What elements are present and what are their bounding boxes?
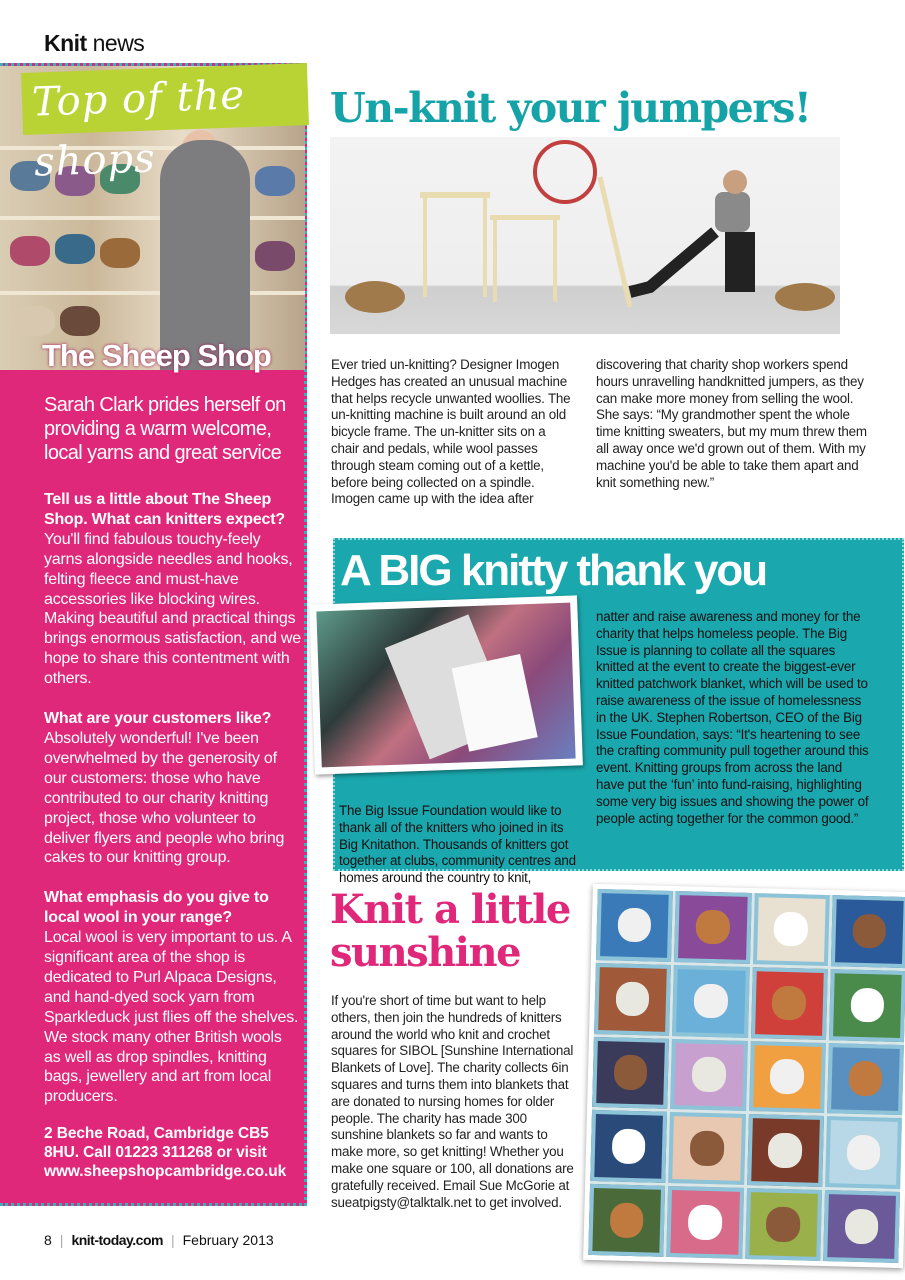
owl-square: [590, 1110, 667, 1183]
question: What emphasis do you give to local wool in your range?: [44, 889, 269, 927]
qa-item: [44, 888, 302, 1107]
qa-item: [44, 709, 302, 868]
page-number: 8: [44, 1232, 52, 1248]
unknit-column-1: Ever tried un-knitting? Designer Imogen Hedges has created an unusual machine that helps recycle unwanted woollies. The un-knitting machine is built around an old bicycle frame. The un-knitter sits on a chair and pedals, while wool passes through steam coming out of a kettle, before being collected on a spindle. Imogen came up with the idea after: [331, 357, 571, 507]
big-knitty-column-2: natter and raise awareness and money for the charity that helps homeless people. The Big Issue is planning to collate all the squares knitted at the event to create the biggest-ever knitted patchwork blanket, which will be used to raise awareness of the issue of homelessness in the UK. Stephen Robertson, CEO of the Big Issue Foundation, says: “It's heartening to see the crafting community pull together around this event. Knitting groups from across the land have put the ‘fun’ into fund-raising, highlighting some very big issues and showing the power of people acting together for the common good.”: [596, 609, 869, 826]
owl-square: [592, 1037, 669, 1110]
top-of-shops-banner: Top of the shops: [21, 63, 309, 135]
answer: Local wool is very important to us. A significant area of the shop is dedicated to Purl Alpaca Designs, and hand-dyed sock yarn from Sparkleduck just flies off the shelves. We stock many other British wools as well as drop spindles, knitting bags, jewellery and art from local producers.: [44, 929, 299, 1106]
owl-square: [594, 963, 671, 1036]
owl-square: [747, 1114, 824, 1187]
owl-square: [745, 1188, 822, 1261]
owl-square: [827, 1043, 904, 1116]
section-header-bold: Knit: [44, 30, 87, 56]
question: Tell us a little about The Sheep Shop. What can knitters expect?: [44, 491, 285, 528]
owl-square: [749, 1041, 826, 1114]
footer-site: knit-today.com: [71, 1232, 163, 1248]
machine-illustration: [330, 137, 840, 334]
knitathon-photo: [309, 595, 583, 774]
shop-name-title: The Sheep Shop: [42, 338, 271, 373]
sunshine-headline: Knit a little sunshine: [330, 886, 570, 976]
section-header: [44, 30, 144, 57]
owl-square: [672, 965, 749, 1038]
footer-issue: February 2013: [182, 1232, 274, 1248]
sunshine-body: If you're short of time but want to help others, then join the hundreds of knitters around the world who knit and crochet squares for SIBOL [Sunshine International Blankets of Love]. The charity collects 6in squares and turns them into blankets that are donated to nursing homes for older people. The charity has made 300 sunshine blankets so far and wants to make more, so get knitting! Whether you make one square or 100, all donations are gratefully received. Email Sue McGorie at sueatpigsty@talktalk.net to get involved.: [331, 993, 574, 1210]
shop-interview: [44, 490, 302, 1127]
owl-squares-grid: [588, 889, 905, 1263]
owl-square: [751, 967, 828, 1040]
owl-blanket-photo: [583, 884, 905, 1268]
owl-square: [588, 1184, 665, 1257]
unknit-headline: Un-knit your jumpers!: [330, 84, 811, 132]
section-header-rest: news: [86, 30, 145, 56]
owl-square: [596, 889, 673, 962]
big-knitty-column-1: The Big Issue Foundation would like to thank all of the knitters who joined in its Big Knitathon. Thousands of knitters got together at clubs, community centres and homes around the country to knit,: [339, 803, 576, 886]
page-footer: 8 | knit-today.com | February 2013: [44, 1232, 274, 1248]
owl-square: [668, 1112, 745, 1185]
big-knitty-headline: A BIG knitty thank you: [340, 546, 767, 595]
owl-square: [666, 1186, 743, 1259]
question: What are your customers like?: [44, 710, 272, 728]
shop-intro: Sarah Clark prides herself on providing a warm welcome, local yarns and great service: [44, 394, 286, 464]
owl-square: [829, 969, 905, 1042]
owl-square: [752, 893, 829, 966]
owl-square: [823, 1190, 900, 1263]
shop-address: 2 Beche Road, Cambridge CB5 8HU. Call 01223 311268 or visit www.sheepshopcambridge.co.uk: [44, 1125, 287, 1180]
shop-owner-figure: [160, 140, 250, 370]
unknitting-machine-photo: [330, 137, 840, 334]
answer: You'll find fabulous touchy-feely yarns alongside needles and hooks, felting fleece and must-have accessories like blocking wires. Making beautiful and practical things brings enormous satisfaction, and we hope to share this contentment with others.: [44, 530, 301, 688]
owl-square: [831, 895, 905, 968]
owl-square: [825, 1116, 902, 1189]
answer: Absolutely wonderful! I've been overwhelmed by the generosity of our customers: those who have contributed to our charity knitting project, those who volunteer to deliver flyers and people who bring cakes to our knitting group.: [44, 729, 285, 867]
unknit-column-2: discovering that charity shop workers spend hours unravelling handknitted jumpers, as they can make more money from selling the wool. She says: “My grandmother spent the whole time knitting sweaters, but my mum threw them all away once we'd grown out of them. With my machine you'd be able to take them apart and knit something new.”: [596, 357, 867, 490]
owl-square: [670, 1039, 747, 1112]
qa-item: [44, 490, 302, 689]
owl-square: [674, 891, 751, 964]
